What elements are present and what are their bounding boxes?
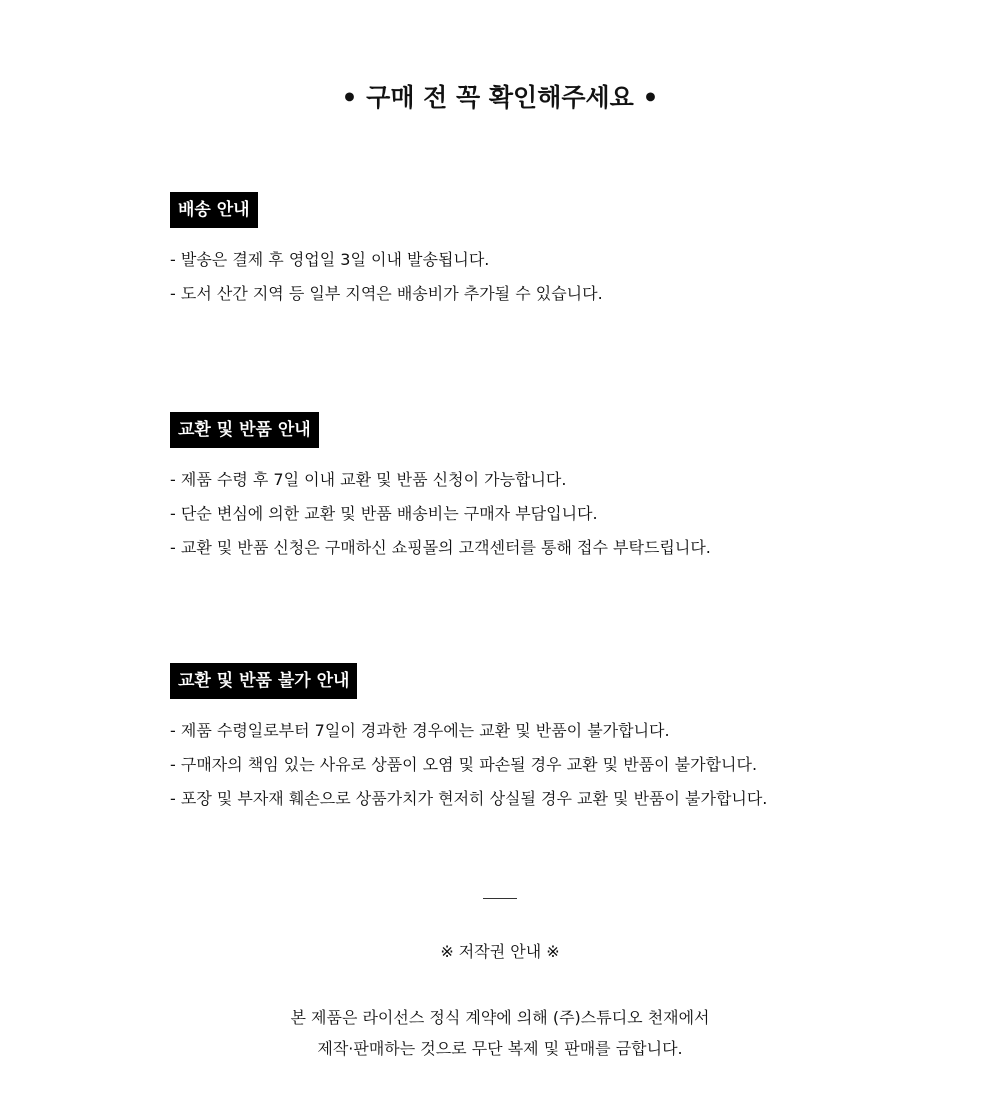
list-item: - 발송은 결제 후 영업일 3일 이내 발송됩니다. bbox=[170, 250, 490, 269]
exchange-return-heading: 교환 및 반품 안내 bbox=[170, 412, 319, 448]
list-item: - 도서 산간 지역 등 일부 지역은 배송비가 추가될 수 있습니다. bbox=[170, 284, 603, 303]
list-item: - 포장 및 부자재 훼손으로 상품가치가 현저히 상실될 경우 교환 및 반품이 불가합니다. bbox=[170, 789, 768, 808]
copyright-line: 제작·판매하는 것으로 무단 복제 및 판매를 금합니다. bbox=[317, 1039, 683, 1058]
no-exchange-heading: 교환 및 반품 불가 안내 bbox=[170, 663, 357, 699]
list-item: - 구매자의 책임 있는 사유로 상품이 오염 및 파손될 경우 교환 및 반품이 불가합니다. bbox=[170, 755, 758, 774]
shipping-info-heading: 배송 안내 bbox=[170, 192, 258, 228]
exchange-return-section bbox=[170, 412, 930, 565]
divider bbox=[483, 898, 517, 899]
copyright-line: 본 제품은 라이선스 정식 계약에 의해 (주)스튜디오 천재에서 bbox=[290, 1008, 710, 1027]
no-exchange-section bbox=[170, 663, 930, 816]
no-exchange-list bbox=[170, 714, 930, 816]
copyright-title: ※ 저작권 안내 ※ bbox=[440, 942, 560, 961]
list-item: - 제품 수령일로부터 7일이 경과한 경우에는 교환 및 반품이 불가합니다. bbox=[170, 721, 670, 740]
list-item: - 교환 및 반품 신청은 구매하신 쇼핑몰의 고객센터를 통해 접수 부탁드립니다. bbox=[170, 538, 711, 557]
shipping-info-list bbox=[170, 243, 930, 311]
copyright-notice bbox=[0, 1002, 1000, 1064]
exchange-return-list bbox=[170, 463, 930, 565]
page-title: • 구매 전 꼭 확인해주세요 • bbox=[341, 83, 659, 112]
list-item: - 제품 수령 후 7일 이내 교환 및 반품 신청이 가능합니다. bbox=[170, 470, 567, 489]
shipping-info-section bbox=[170, 192, 930, 311]
list-item: - 단순 변심에 의한 교환 및 반품 배송비는 구매자 부담입니다. bbox=[170, 504, 598, 523]
